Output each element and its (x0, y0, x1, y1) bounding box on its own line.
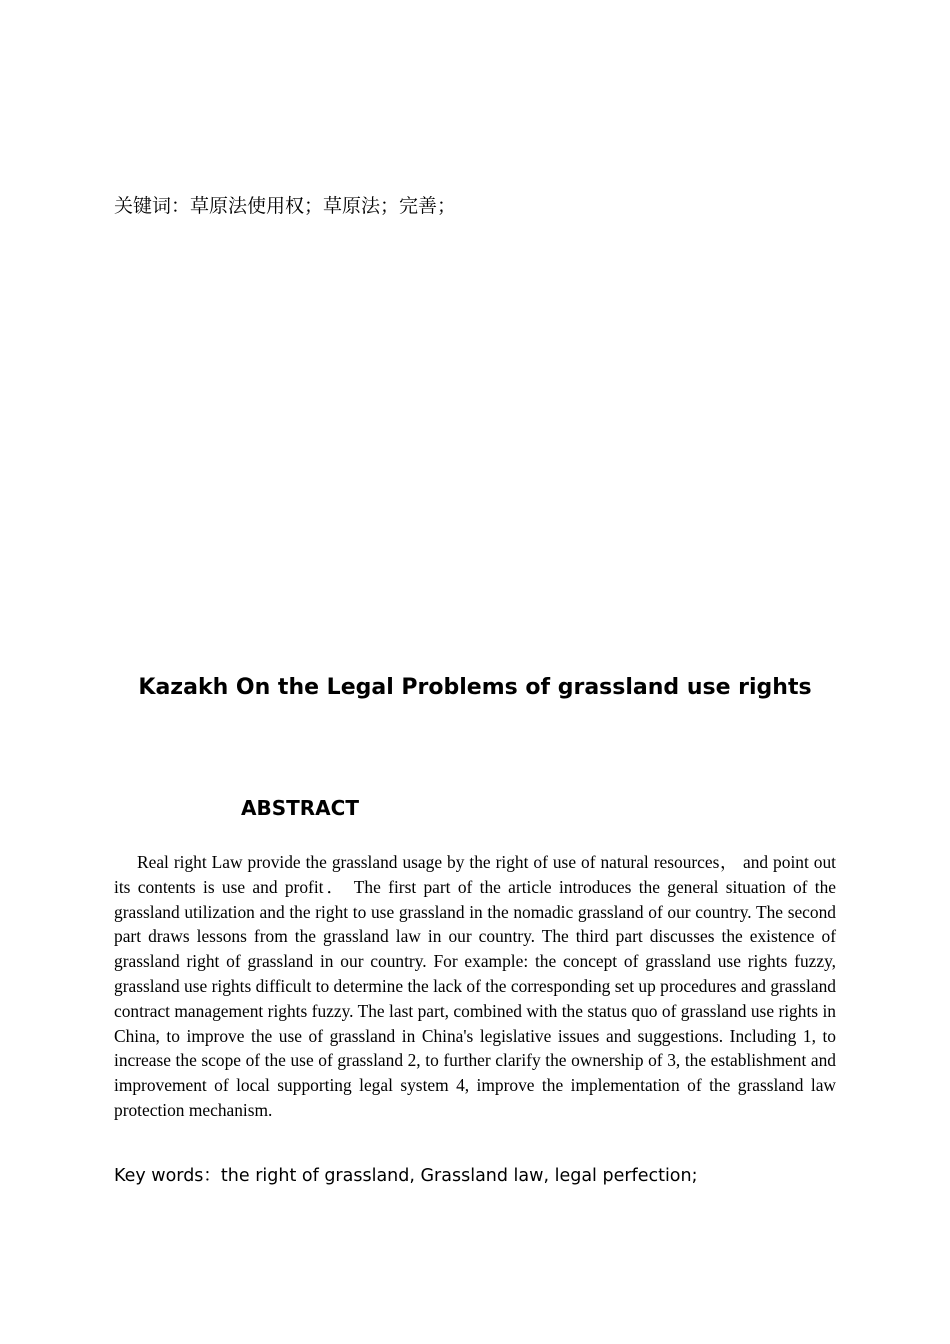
paper-title: Kazakh On the Legal Problems of grassland use rights (138, 675, 812, 700)
abstract-heading: ABSTRACT (241, 796, 359, 820)
abstract-body: Real right Law provide the grassland usage by the right of use of natural resources， and point out its contents is use and profit． The first part of the article introduces the general situation of the grassland utilization and the right to use grassland in the nomadic grassland of our country. The second part draws lessons from the grassland law in our country. The third part discusses the existence of grassland right of grassland in our country. For example: the concept of grassland use rights fuzzy, grassland use rights difficult to determine the lack of the corresponding set up procedures and grassland contract management rights fuzzy. The last part, combined with the status quo of grassland use rights in China, to improve the use of grassland in China's legislative issues and suggestions. Including 1, to increase the scope of the use of grassland 2, to further clarify the ownership of 3, the establishment and improvement of local supporting legal system 4, improve the implementation of the grassland law protection mechanism. (114, 852, 836, 1120)
chinese-keywords: 关键词：草原法使用权；草原法；完善； (114, 195, 457, 217)
english-keywords: Key words：the right of grassland, Grassland law, legal perfection; (114, 1166, 698, 1186)
